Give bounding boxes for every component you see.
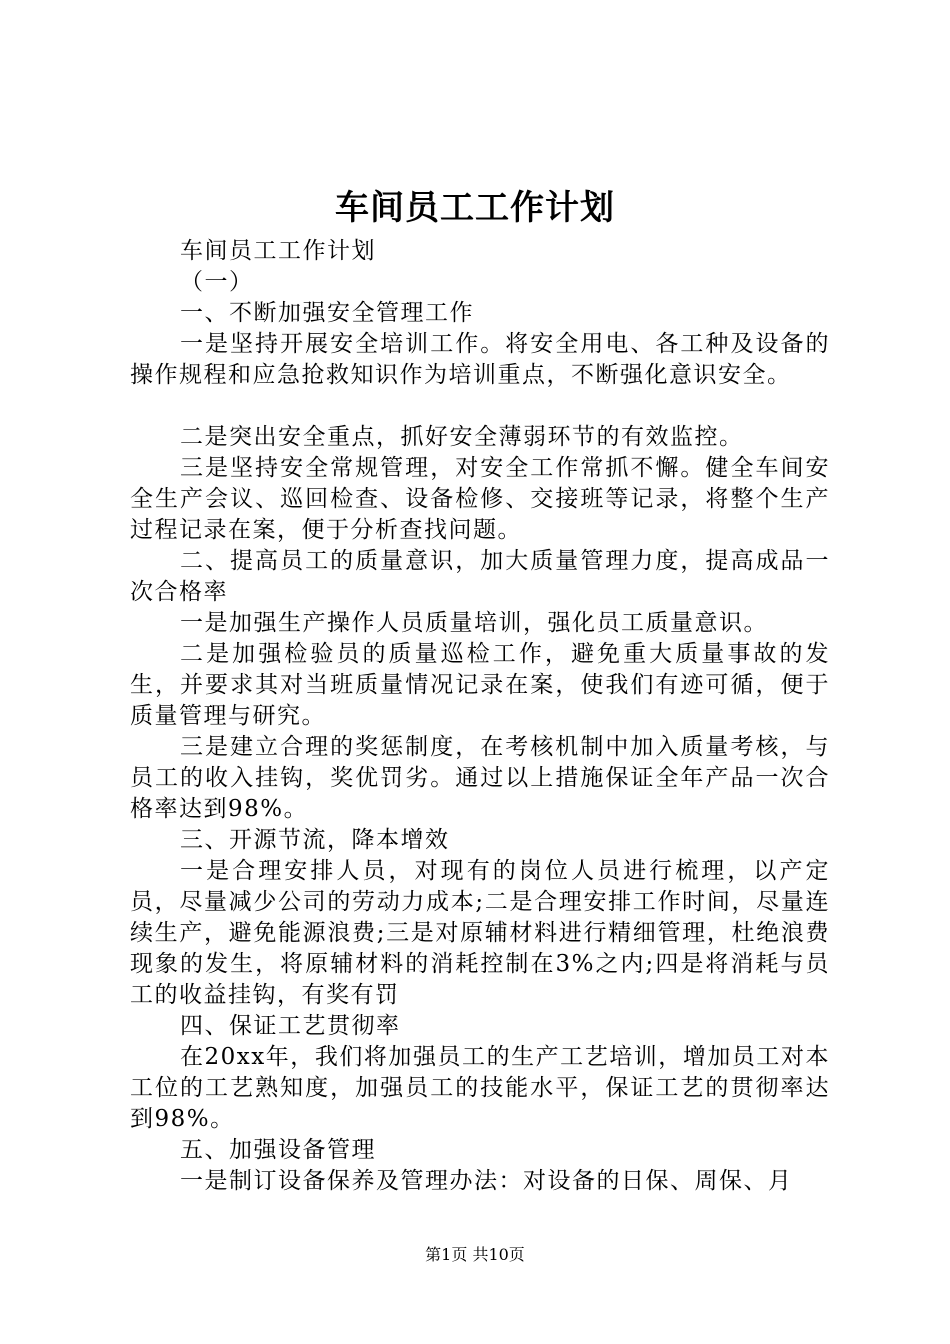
paragraph-process-training: 在20xx年，我们将加强员工的生产工艺培训，增加员工对本工位的工艺熟知度，加强员工的技能水平，保证工艺的贯彻率达到98%。 <box>130 1044 830 1132</box>
document-body <box>130 236 830 1197</box>
paragraph-quality-training: 一是加强生产操作人员质量培训，强化员工质量意识。 <box>180 610 768 636</box>
section-heading-safety: 一、不断加强安全管理工作 <box>180 300 474 326</box>
paragraph-cost-measures: 一是合理安排人员，对现有的岗位人员进行梳理，以产定员，尽量减少公司的劳动力成本;二是合理安排工作时间，尽量连续生产，避免能源浪费;三是对原辅材料进行精细管理，杜绝浪费现象的发生，将原辅材料的消耗控制在3%之内;四是将消耗与员工的收益挂钩，有奖有罚 <box>130 858 830 1008</box>
paragraph-quality-inspection: 二是加强检验员的质量巡检工作，避免重大质量事故的发生，并要求其对当班质量情况记录在案，使我们有迹可循，便于质量管理与研究。 <box>130 641 830 729</box>
document-title: 车间员工工作计划 <box>335 188 615 228</box>
page-footer: 第1页 共10页 <box>425 1245 525 1264</box>
section-heading-equipment: 五、加强设备管理 <box>180 1137 376 1163</box>
section-heading-process: 四、保证工艺贯彻率 <box>180 1013 401 1039</box>
paragraph-equipment-maintenance: 一是制订设备保养及管理办法：对设备的日保、周保、月 <box>180 1168 793 1194</box>
section-heading-cost: 三、开源节流，降本增效 <box>180 827 450 853</box>
paragraph-part-marker: （一） <box>180 269 254 295</box>
paragraph-safety-routine: 三是坚持安全常规管理，对安全工作常抓不懈。健全车间安全生产会议、巡回检查、设备检修、交接班等记录，将整个生产过程记录在案，便于分析查找问题。 <box>130 455 830 543</box>
paragraph-safety-training: 一是坚持开展安全培训工作。将安全用电、各工种及设备的操作规程和应急抢救知识作为培训重点，不断强化意识安全。 <box>130 331 830 388</box>
paragraph-subtitle: 车间员工工作计划 <box>180 238 376 264</box>
paragraph-safety-focus: 二是突出安全重点，抓好安全薄弱环节的有效监控。 <box>180 424 744 450</box>
section-heading-quality: 二、提高员工的质量意识，加大质量管理力度，提高成品一次合格率 <box>130 548 830 605</box>
paragraph-quality-incentives: 三是建立合理的奖惩制度，在考核机制中加入质量考核，与员工的收入挂钩，奖优罚劣。通过以上措施保证全年产品一次合格率达到98%。 <box>130 734 830 822</box>
